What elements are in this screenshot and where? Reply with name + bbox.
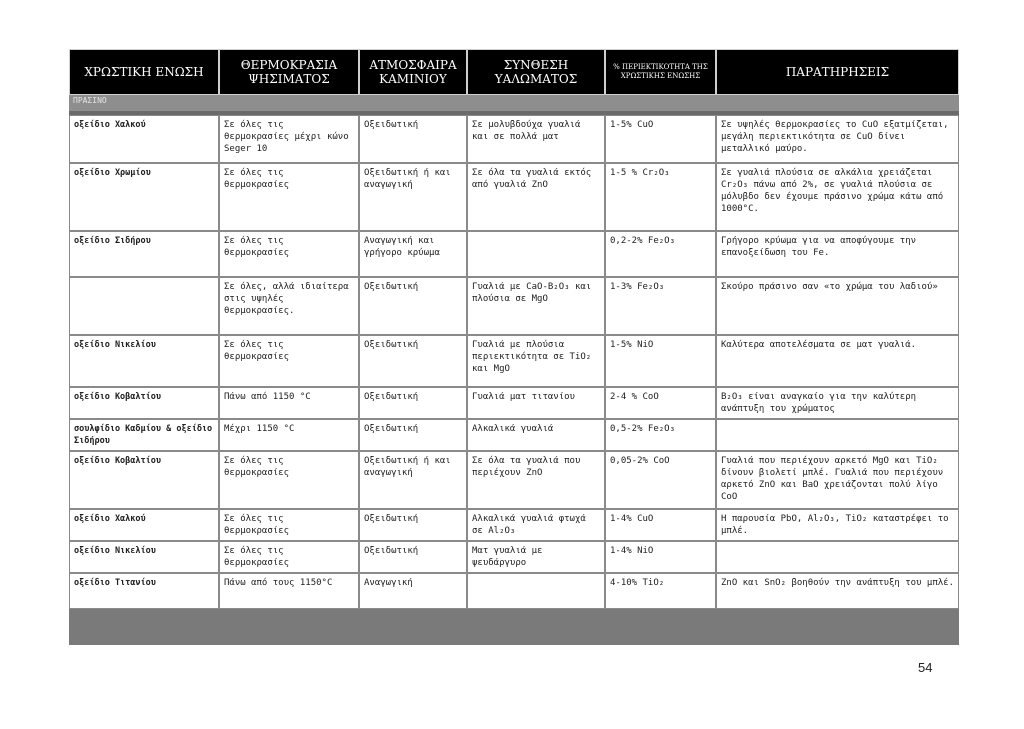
cell-atmosphere: Οξειδωτική: [359, 541, 467, 573]
cell-temperature: Σε όλες τις θερμοκρασίες: [219, 451, 359, 509]
glaze-colorant-table-frame: [69, 49, 959, 645]
cell-glaze: Σε μολυβδούχα γυαλιά και σε πολλά ματ: [467, 115, 605, 163]
header-row: [69, 49, 959, 95]
table-row: [69, 163, 959, 231]
header-glaze: ΣΥΝΘΕΣΗ ΥΑΛΩΜΑΤΟΣ: [467, 49, 605, 95]
cell-temperature: Σε όλες τις θερμοκρασίες: [219, 509, 359, 541]
cell-glaze: [467, 231, 605, 277]
cell-glaze: [467, 573, 605, 609]
page-number: 54: [918, 660, 933, 675]
cell-percent: 1-4% CuO: [605, 509, 716, 541]
cell-temperature: Σε όλες τις θερμοκρασίες: [219, 335, 359, 387]
glaze-colorant-table: [69, 49, 959, 609]
cell-compound: οξείδιο Χρωμίου: [69, 163, 219, 231]
cell-glaze: Γυαλιά ματ τιτανίου: [467, 387, 605, 419]
cell-notes: ZnO και SnO₂ βοηθούν την ανάπτυξη του μπλέ.: [716, 573, 959, 609]
cell-percent: 1-3% Fe₂O₃: [605, 277, 716, 335]
cell-notes: Σε γυαλιά πλούσια σε αλκάλια χρειάζεται Cr₂O₃ πάνω από 2%, σε γυαλιά πλούσια σε μόλυβδο δεν έχουμε πράσινο χρώμα κάτω από 1000°C.: [716, 163, 959, 231]
cell-glaze: Γυαλιά με πλούσια περιεκτικότητα σε TiO₂ και MgO: [467, 335, 605, 387]
table-row: [69, 231, 959, 277]
cell-atmosphere: Οξειδωτική: [359, 277, 467, 335]
table-row: [69, 451, 959, 509]
table-row: [69, 509, 959, 541]
cell-glaze: Σε όλα τα γυαλιά εκτός από γυαλιά ZnO: [467, 163, 605, 231]
section-row: [69, 95, 959, 115]
cell-notes: B₂O₃ είναι αναγκαίο για την καλύτερη ανάπτυξη του χρώματος: [716, 387, 959, 419]
cell-notes: [716, 541, 959, 573]
cell-glaze: Ματ γυαλιά με ψευδάργυρο: [467, 541, 605, 573]
cell-compound: σουλφίδιο Καδμίου & οξείδιο Σιδήρου: [69, 419, 219, 451]
cell-percent: 1-5 % Cr₂O₃: [605, 163, 716, 231]
cell-compound: οξείδιο Τιτανίου: [69, 573, 219, 609]
cell-compound: οξείδιο Χαλκού: [69, 509, 219, 541]
table-row: [69, 541, 959, 573]
cell-percent: 1-5% NiO: [605, 335, 716, 387]
cell-temperature: Σε όλες τις θερμοκρασίες μέχρι κώνο Seger 10: [219, 115, 359, 163]
cell-notes: [716, 419, 959, 451]
table-row: [69, 419, 959, 451]
cell-atmosphere: Οξειδωτική: [359, 387, 467, 419]
cell-percent: 0,05-2% CoO: [605, 451, 716, 509]
cell-atmosphere: Αναγωγική και γρήγορο κρύωμα: [359, 231, 467, 277]
table-row: [69, 335, 959, 387]
header-notes: ΠΑΡΑΤΗΡΗΣΕΙΣ: [716, 49, 959, 95]
cell-notes: Σκούρο πράσινο σαν «το χρώμα του λαδιού»: [716, 277, 959, 335]
cell-percent: 4-10% TiO₂: [605, 573, 716, 609]
cell-glaze: Αλκαλικά γυαλιά: [467, 419, 605, 451]
cell-notes: Καλύτερα αποτελέσματα σε ματ γυαλιά.: [716, 335, 959, 387]
cell-compound: οξείδιο Νικελίου: [69, 335, 219, 387]
cell-atmosphere: Οξειδωτική: [359, 419, 467, 451]
cell-atmosphere: Αναγωγική: [359, 573, 467, 609]
cell-glaze: Αλκαλικά γυαλιά φτωχά σε Al₂O₃: [467, 509, 605, 541]
table-row: [69, 115, 959, 163]
section-label: ΠΡΑΣΙΝΟ: [69, 95, 959, 115]
cell-notes: Σε υψηλές θερμοκρασίες το CuO εξατμίζεται, μεγάλη περιεκτικότητα σε CuO δίνει μεταλλικό μαύρο.: [716, 115, 959, 163]
cell-atmosphere: Οξειδωτική ή και αναγωγική: [359, 163, 467, 231]
cell-temperature: Πάνω από τους 1150°C: [219, 573, 359, 609]
cell-percent: 1-4% NiO: [605, 541, 716, 573]
cell-temperature: Πάνω από 1150 °C: [219, 387, 359, 419]
cell-temperature: Σε όλες τις θερμοκρασίες: [219, 541, 359, 573]
cell-compound: οξείδιο Σιδήρου: [69, 231, 219, 277]
cell-notes: Γυαλιά που περιέχουν αρκετό MgO και TiO₂ δίνουν βιολετί μπλέ. Γυαλιά που περιέχουν αρκετό ZnO και BaO χρειάζονται πολύ λίγο CoO: [716, 451, 959, 509]
table-row: [69, 277, 959, 335]
cell-percent: 0,2-2% Fe₂O₃: [605, 231, 716, 277]
cell-temperature: Σε όλες τις θερμοκρασίες: [219, 231, 359, 277]
header-atmosphere: ΑΤΜΟΣΦΑΙΡΑ ΚΑΜΙΝΙΟΥ: [359, 49, 467, 95]
table-row: [69, 573, 959, 609]
cell-percent: 2-4 % CoO: [605, 387, 716, 419]
header-temperature: ΘΕΡΜΟΚΡΑΣΙΑ ΨΗΣΙΜΑΤΟΣ: [219, 49, 359, 95]
cell-compound: [69, 277, 219, 335]
cell-temperature: Σε όλες, αλλά ιδιαίτερα στις υψηλές θερμοκρασίες.: [219, 277, 359, 335]
cell-atmosphere: Οξειδωτική ή και αναγωγική: [359, 451, 467, 509]
cell-glaze: Σε όλα τα γυαλιά που περιέχουν ZnO: [467, 451, 605, 509]
cell-atmosphere: Οξειδωτική: [359, 115, 467, 163]
table-body: [69, 95, 959, 609]
cell-compound: οξείδιο Κοβαλτίου: [69, 387, 219, 419]
cell-atmosphere: Οξειδωτική: [359, 509, 467, 541]
cell-compound: οξείδιο Νικελίου: [69, 541, 219, 573]
cell-notes: Γρήγορο κρύωμα για να αποφύγουμε την επανοξείδωση του Fe.: [716, 231, 959, 277]
cell-percent: 0,5-2% Fe₂O₃: [605, 419, 716, 451]
cell-temperature: Σε όλες τις θερμοκρασίες: [219, 163, 359, 231]
cell-temperature: Μέχρι 1150 °C: [219, 419, 359, 451]
header-compound: ΧΡΩΣΤΙΚΗ ΕΝΩΣΗ: [69, 49, 219, 95]
cell-compound: οξείδιο Κοβαλτίου: [69, 451, 219, 509]
cell-compound: οξείδιο Χαλκού: [69, 115, 219, 163]
cell-notes: Η παρουσία PbO, Al₂O₃, TiO₂ καταστρέφει το μπλέ.: [716, 509, 959, 541]
cell-percent: 1-5% CuO: [605, 115, 716, 163]
header-percent: % ΠΕΡΙΕΚΤΙΚΟΤΗΤΑ ΤΗΣ ΧΡΩΣΤΙΚΗΣ ΕΝΩΣΗΣ: [605, 49, 716, 95]
cell-atmosphere: Οξειδωτική: [359, 335, 467, 387]
cell-glaze: Γυαλιά με CaO-B₂O₃ και πλούσια σε MgO: [467, 277, 605, 335]
table-row: [69, 387, 959, 419]
